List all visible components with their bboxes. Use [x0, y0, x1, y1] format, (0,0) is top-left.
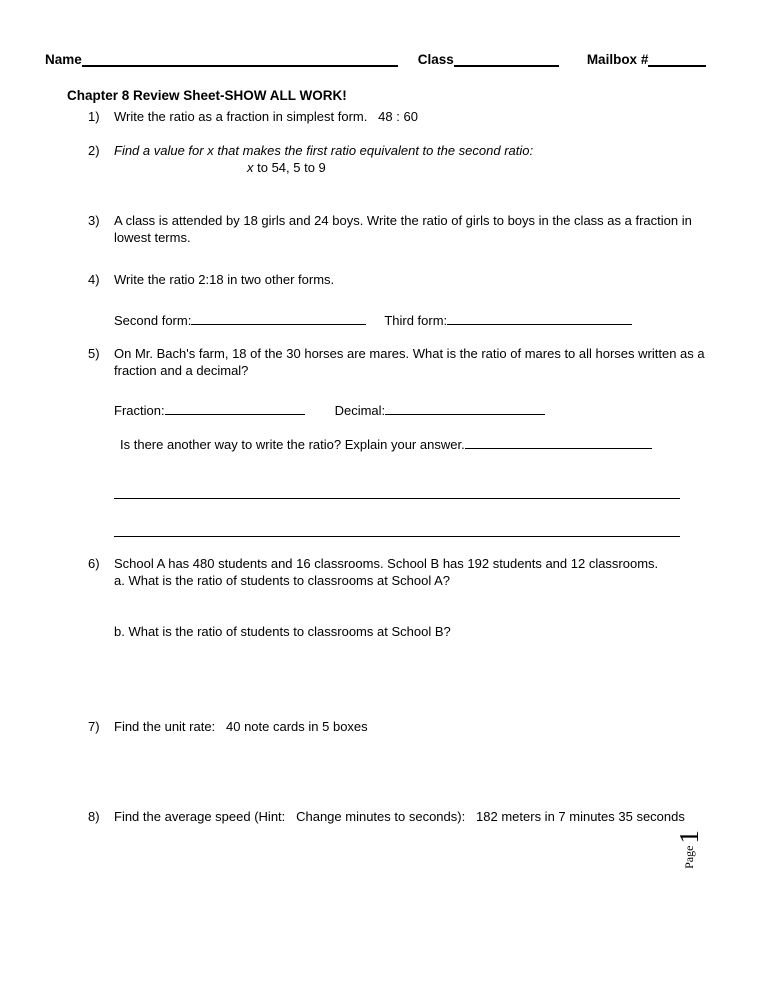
question-5-writing-line-1 — [114, 483, 730, 503]
class-blank-line — [454, 50, 559, 67]
question-6 — [88, 555, 730, 572]
question-text: School A has 480 students and 16 classrooms. School B has 192 students and 12 classrooms. — [114, 556, 659, 571]
fraction-blank-line — [165, 401, 305, 415]
question-7 — [88, 718, 730, 735]
question-number: 1) — [88, 109, 100, 124]
name-blank-line — [82, 50, 398, 67]
third-form-label: Third form: — [384, 313, 448, 328]
question-text: Find the unit rate: 40 note cards in 5 boxes — [114, 719, 368, 734]
third-form-blank-line — [447, 311, 632, 325]
question-6-part-a: a. What is the ratio of students to classrooms at School A? — [114, 573, 451, 588]
second-form-label: Second form: — [114, 313, 192, 328]
question-text: Find the average speed (Hint: Change minutes to seconds): 182 meters in 7 minutes 35 seconds — [114, 809, 685, 824]
fraction-label: Fraction: — [114, 403, 165, 418]
explain-blank-line — [465, 435, 652, 449]
question-number: 2) — [88, 143, 100, 158]
full-blank-line — [114, 521, 680, 537]
question-text: On Mr. Bach's farm, 18 of the 30 horses are mares. What is the ratio of mares to all horses written as a fraction and a decimal? — [114, 346, 709, 378]
question-5 — [88, 345, 730, 379]
page-title: Chapter 8 Review Sheet-SHOW ALL WORK! — [67, 88, 347, 103]
header — [45, 50, 720, 67]
question-text: Find a value for x that makes the first ratio equivalent to the second ratio: — [114, 143, 534, 158]
question-text: A class is attended by 18 girls and 24 boys. Write the ratio of girls to boys in the class as a fraction in lowest terms. — [114, 213, 696, 245]
ratio-values: to 54, 5 to 9 — [253, 160, 326, 175]
question-5-answer-row — [114, 401, 730, 419]
question-number: 8) — [88, 809, 100, 824]
mailbox-blank-line — [648, 50, 706, 67]
second-form-blank-line — [191, 311, 366, 325]
question-number: 6) — [88, 556, 100, 571]
question-6-part-b: b. What is the ratio of students to classrooms at School B? — [114, 624, 451, 639]
question-list — [88, 108, 730, 825]
question-number: 7) — [88, 719, 100, 734]
question-number: 5) — [88, 346, 100, 361]
question-3 — [88, 212, 730, 246]
name-label: Name — [45, 52, 82, 67]
question-number: 4) — [88, 272, 100, 287]
question-4-answer-row — [114, 311, 730, 329]
footer-page-number: 1 — [673, 830, 704, 844]
full-blank-line — [114, 483, 680, 499]
decimal-label: Decimal: — [334, 403, 386, 418]
decimal-blank-line — [385, 401, 545, 415]
question-2 — [88, 142, 730, 159]
footer-page-label: Page — [681, 845, 696, 869]
question-8 — [88, 808, 730, 825]
question-text: Write the ratio 2:18 in two other forms. — [114, 272, 335, 287]
class-label: Class — [417, 52, 454, 67]
question-1 — [88, 108, 730, 125]
question-2-subline — [247, 159, 730, 176]
question-number: 3) — [88, 213, 100, 228]
mailbox-label: Mailbox # — [586, 52, 649, 67]
question-text: Write the ratio as a fraction in simplest form. 48 : 60 — [114, 109, 418, 124]
question-5-explain-row — [120, 435, 730, 453]
explain-prompt: Is there another way to write the ratio? Explain your answer. — [120, 437, 465, 452]
question-5-writing-line-2 — [114, 521, 730, 541]
page-footer — [673, 830, 704, 869]
question-4 — [88, 271, 730, 288]
variable-x: x — [247, 160, 254, 175]
